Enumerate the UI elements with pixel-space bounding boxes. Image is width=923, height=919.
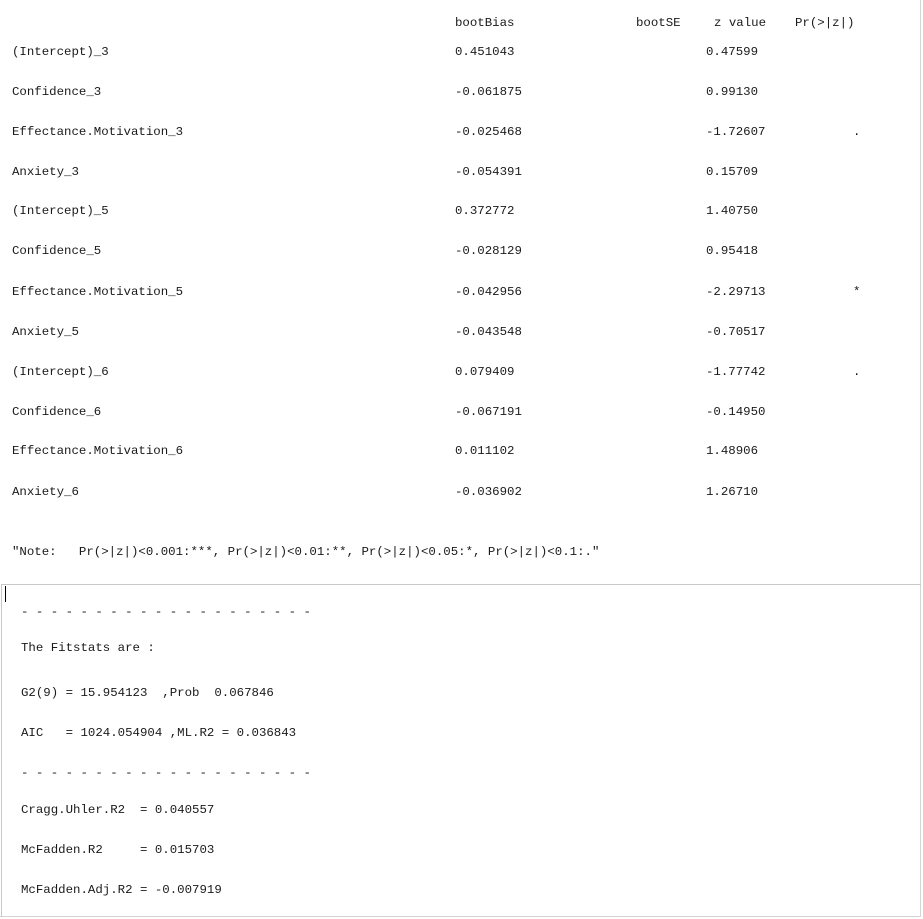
cell-z-value: 1.40750 — [706, 204, 759, 218]
separator-bottom: - - - - - - - - - - - - - - - - - - - - — [21, 766, 311, 780]
cell-bootbias: 0.451043 — [455, 45, 515, 59]
cell-significance: * — [853, 285, 861, 299]
cell-z-value: -0.14950 — [706, 405, 766, 419]
row-name: (Intercept)_6 — [12, 365, 109, 379]
cell-z-value: 1.26710 — [706, 485, 759, 499]
cell-bootbias: -0.054391 — [455, 165, 522, 179]
fitstats-cragg-uhler: Cragg.Uhler.R2 = 0.040557 — [21, 803, 215, 817]
cell-bootbias: -0.028129 — [455, 244, 522, 258]
cell-z-value: 0.95418 — [706, 244, 759, 258]
header-p-value: Pr(>|z|) — [795, 16, 855, 30]
fitstats-panel — [1, 584, 921, 917]
table-header-row — [0, 15, 855, 31]
cell-significance: . — [853, 125, 861, 139]
cell-z-value: 0.15709 — [706, 165, 759, 179]
cell-z-value: 0.99130 — [706, 85, 759, 99]
row-name: Effectance.Motivation_6 — [12, 444, 184, 458]
cell-bootbias: -0.042956 — [455, 285, 522, 299]
cell-z-value: -0.70517 — [706, 325, 766, 339]
cell-bootbias: -0.025468 — [455, 125, 522, 139]
fitstats-g2: G2(9) = 15.954123 ,Prob 0.067846 — [21, 686, 274, 700]
cell-bootbias: 0.011102 — [455, 444, 515, 458]
separator-top: - - - - - - - - - - - - - - - - - - - - — [21, 605, 311, 619]
text-cursor — [5, 586, 6, 602]
cell-significance: . — [853, 365, 861, 379]
fitstats-mcfadden: McFadden.R2 = 0.015703 — [21, 843, 215, 857]
header-z-value: z value — [714, 16, 767, 30]
fitstats-mcfadden-adj: McFadden.Adj.R2 = -0.007919 — [21, 883, 222, 897]
header-bootse: bootSE — [636, 16, 681, 30]
row-name: Effectance.Motivation_5 — [12, 285, 184, 299]
row-name: Anxiety_5 — [12, 325, 79, 339]
row-name: Anxiety_3 — [12, 165, 79, 179]
row-name: Confidence_3 — [12, 85, 102, 99]
cell-z-value: 0.47599 — [706, 45, 759, 59]
cell-bootbias: -0.067191 — [455, 405, 522, 419]
cell-z-value: 1.48906 — [706, 444, 759, 458]
row-name: (Intercept)_5 — [12, 204, 109, 218]
row-name: Confidence_6 — [12, 405, 102, 419]
cell-bootbias: -0.043548 — [455, 325, 522, 339]
fitstats-aic: AIC = 1024.054904 ,ML.R2 = 0.036843 — [21, 726, 297, 740]
row-name: (Intercept)_3 — [12, 45, 109, 59]
row-name: Effectance.Motivation_3 — [12, 125, 184, 139]
row-name: Anxiety_6 — [12, 485, 79, 499]
fitstats-title: The Fitstats are : — [21, 641, 155, 655]
cell-bootbias: -0.036902 — [455, 485, 522, 499]
significance-note: "Note: Pr(>|z|)<0.001:***, Pr(>|z|)<0.01:**, Pr(>|z|)<0.05:*, Pr(>|z|)<0.1:." — [12, 545, 600, 559]
cell-z-value: -1.72607 — [706, 125, 766, 139]
cell-z-value: -1.77742 — [706, 365, 766, 379]
cell-z-value: -2.29713 — [706, 285, 766, 299]
cell-bootbias: -0.061875 — [455, 85, 522, 99]
header-bootbias: bootBias — [455, 16, 515, 30]
cell-bootbias: 0.079409 — [455, 365, 515, 379]
row-name: Confidence_5 — [12, 244, 102, 258]
cell-bootbias: 0.372772 — [455, 204, 515, 218]
